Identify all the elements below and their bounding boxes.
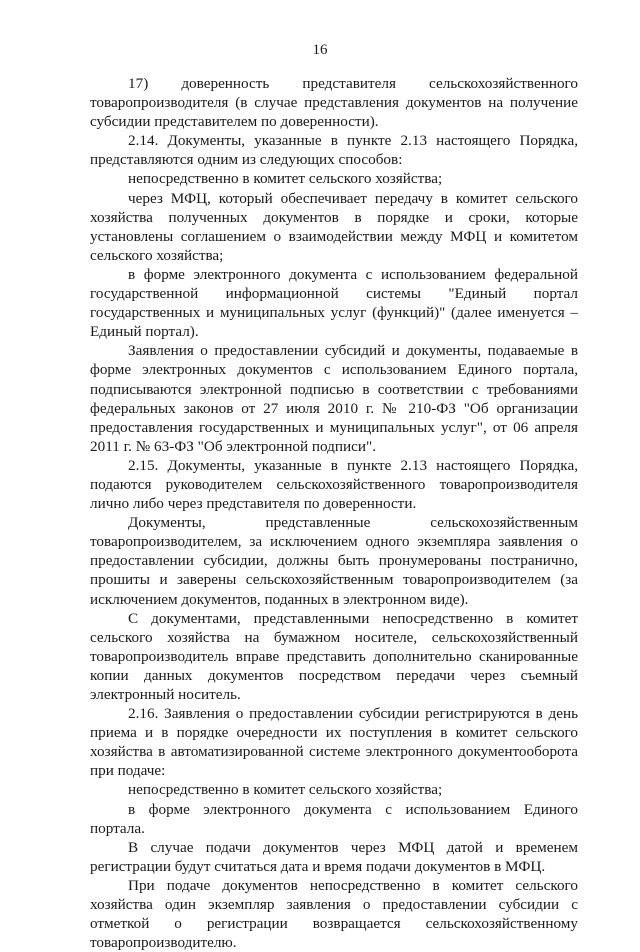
paragraph: в форме электронного документа с использованием федеральной государственной информационной системы "Единый портал государственных и муниципальных услуг (функций)" (далее именуется – Единый портал). (90, 265, 578, 341)
document-body (90, 74, 578, 952)
paragraph: в форме электронного документа с использованием Единого портала. (90, 800, 578, 837)
page-number: 16 (312, 42, 328, 58)
paragraph: 2.16. Заявления о предоставлении субсидии регистрируются в день приема и в порядке очередности их поступления в комитет сельского хозяйства в автоматизированной системе электронного документооборота при подаче: (90, 705, 578, 780)
paragraph: С документами, представленными непосредственно в комитет сельского хозяйства на бумажном носителе, сельскохозяйственный товаропроизводитель вправе представить дополнительно сканированные копии данных документов посредством передачи через съемный электронный носитель. (90, 609, 578, 703)
paragraph: Заявления о предоставлении субсидий и документы, подаваемые в форме электронных документов с использованием Единого портала, подписываются электронной подписью в соответствии с требованиями федеральных законов от 27 июля 2010 г. № 210-ФЗ "Об организации предоставления государственных и муниципальных услуг", от 06 апреля 2011 г. № 63-ФЗ "Об электронной подписи". (90, 342, 578, 455)
paragraph: через МФЦ, который обеспечивает передачу в комитет сельского хозяйства полученных документов в порядке и сроки, которые установлены соглашением о взаимодействии между МФЦ и комитетом сельского хозяйства; (90, 189, 578, 264)
paragraph: Документы, представленные сельскохозяйственным товаропроизводителем, за исключением одного экземпляра заявления о предоставлении субсидии, должны быть пронумерованы постранично, прошиты и заверены сельскохозяйственным товаропроизводителем (за исключением документов, поданных в электронном виде). (90, 514, 578, 608)
paragraph: непосредственно в комитет сельского хозяйства; (128, 170, 443, 188)
paragraph: При подаче документов непосредственно в комитет сельского хозяйства один экземпляр заявления о предоставлении субсидии с отметкой о регистрации возвращается сельскохозяйственному товаропроизводителю. (90, 876, 578, 952)
paragraph: 2.15. Документы, указанные в пункте 2.13 настоящего Порядка, подаются руководителем сельскохозяйственного товаропроизводителя лично либо через представителя по доверенности. (90, 456, 578, 513)
paragraph: В случае подачи документов через МФЦ датой и временем регистрации будут считаться дата и время подачи документов в МФЦ. (90, 838, 578, 875)
paragraph: непосредственно в комитет сельского хозяйства; (128, 781, 443, 799)
paragraph: 17) доверенность представителя сельскохозяйственного товаропроизводителя (в случае представления документов на получение субсидии представителем по доверенности). (90, 75, 578, 131)
paragraph: 2.14. Документы, указанные в пункте 2.13 настоящего Порядка, представляются одним из следующих способов: (90, 132, 578, 169)
